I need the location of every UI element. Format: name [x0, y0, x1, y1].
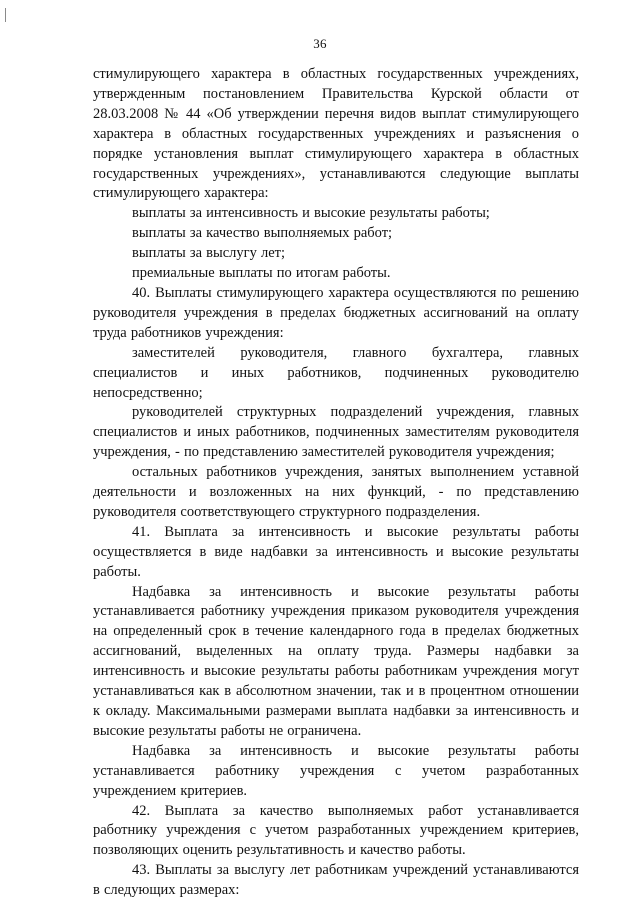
- paragraph-40-item-2: руководителей структурных подразделений учреждения, главных специалистов и иных работников, подчиненных заместителям руководителя учреждения, - по представлению заместителей руководителя учреждения;: [93, 404, 579, 461]
- list-item: выплаты за качество выполняемых работ;: [132, 225, 393, 242]
- page-number: 36: [313, 36, 327, 51]
- paragraph-42: 42. Выплата за качество выполняемых работ устанавливается работнику учреждения с учетом разработанных учреждением критериев, позволяющих оценить результативность и качество работы.: [93, 802, 579, 859]
- paragraph-41-criteria: Надбавка за интенсивность и высокие результаты работы устанавливается работнику учреждения с учетом разработанных учреждением критериев.: [93, 742, 579, 799]
- paragraph-41-detail: Надбавка за интенсивность и высокие результаты работы устанавливается работнику учреждения приказом руководителя учреждения на определенный срок в течение календарного года в пределах бюджетных ассигнований, выделенных на оплату труда. Размеры надбавки за интенсивность и высокие результаты работы работникам учреждения могут устанавливаться как в абсолютном значении, так и в процентном отношении к окладу. Максимальными размерами выплата надбавки за интенсивность и высокие результаты работы не ограничена.: [93, 583, 579, 739]
- paragraph-40-item-1: заместителей руководителя, главного бухгалтера, главных специалистов и иных работников, подчиненных руководителю непосредственно;: [93, 344, 579, 401]
- list-item: выплаты за интенсивность и высокие результаты работы;: [132, 205, 490, 222]
- document-body: [93, 65, 579, 901]
- paragraph-43: 43. Выплаты за выслугу лет работникам учреждений устанавливаются в следующих размерах:: [93, 862, 579, 899]
- list-item: премиальные выплаты по итогам работы.: [132, 265, 391, 282]
- margin-mark: [5, 8, 6, 22]
- paragraph-40: 40. Выплаты стимулирующего характера осуществляются по решению руководителя учреждения в пределах бюджетных ассигнований на оплату труда работников учреждения:: [93, 284, 579, 341]
- list-item: выплаты за выслугу лет;: [132, 245, 286, 262]
- paragraph-40-item-3: остальных работников учреждения, занятых выполнением уставной деятельности и возложенных на них функций, - по представлению руководителя соответствующего структурного подразделения.: [93, 464, 579, 520]
- paragraph-intro: стимулирующего характера в областных государственных учреждениях, утвержденным постановлением Правительства Курской области от 28.03.2008 № 44 «Об утверждении перечня видов выплат стимулирующего характера в областных государственных учреждениях и разъяснения о порядке установления выплат стимулирующего характера в областных государственных учреждениях», устанавливаются следующие выплаты стимулирующего характера:: [93, 66, 579, 202]
- paragraph-41: 41. Выплата за интенсивность и высокие результаты работы осуществляется в виде надбавки за интенсивность и высокие результаты работы.: [93, 523, 579, 580]
